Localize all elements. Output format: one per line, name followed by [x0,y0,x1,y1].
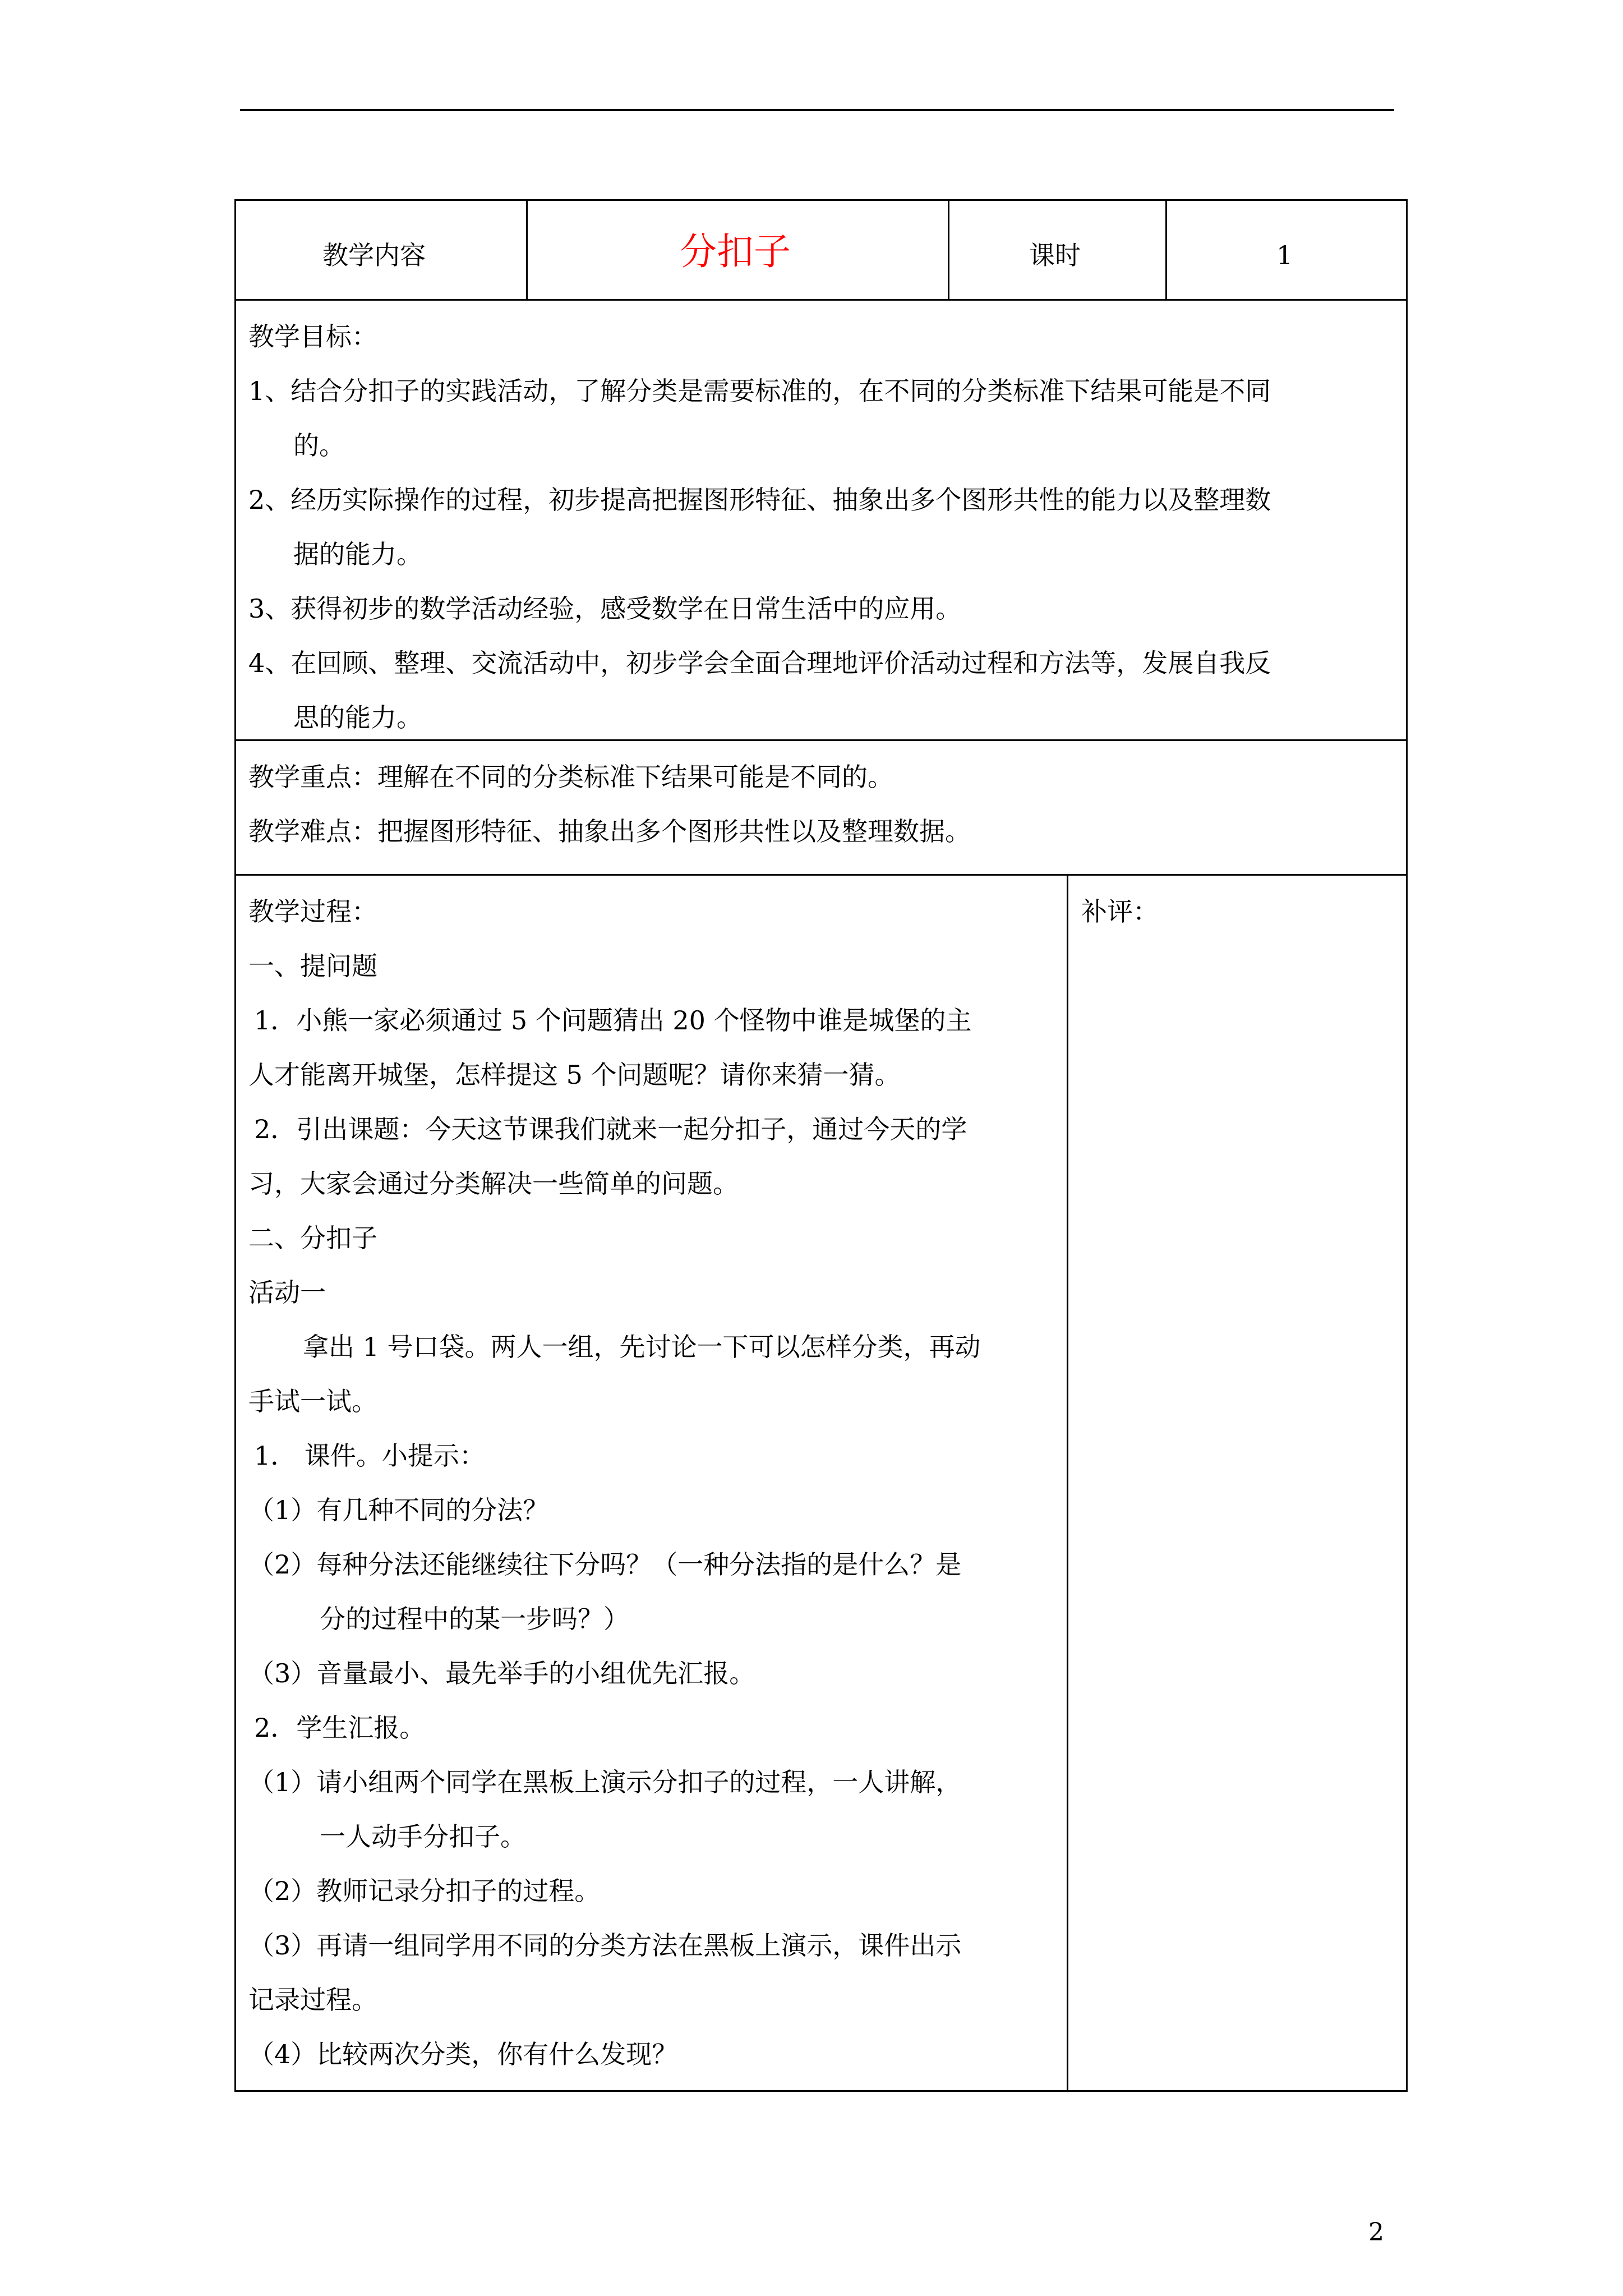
period-label: 课时 [1029,240,1081,270]
objective-2-line-2: 据的能力。 [293,539,422,569]
process-line: 习，大家会通过分类解决一些简单的问题。 [248,1168,739,1199]
content-label: 教学内容 [322,240,426,270]
process-line: （3）再请一组同学用不同的分类方法在黑板上演示，课件出示 [248,1930,962,1961]
process-line: （1）有几种不同的分法？ [248,1495,549,1525]
objective-4-line-2: 思的能力。 [293,702,422,733]
process-line: 记录过程。 [248,1985,377,2015]
process-line: 拿出 1 号口袋。两人一组，先讨论一下可以怎样分类，再动 [303,1332,981,1362]
process-line: （3）音量最小、最先举手的小组优先汇报。 [248,1658,755,1688]
objective-3: 3、获得初步的数学活动经验，感受数学在日常生活中的应用。 [248,593,962,624]
process-line: 一人动手分扣子。 [320,1821,526,1852]
header-rule [240,109,1394,111]
process-line: （1）请小组两个同学在黑板上演示分扣子的过程，一人讲解， [248,1767,962,1797]
process-line: 一、提问题 [248,951,377,981]
key-point: 教学重点：理解在不同的分类标准下结果可能是不同的。 [248,762,893,792]
col-divider-3 [1165,199,1167,300]
process-line: 2．引出课题：今天这节课我们就来一起分扣子，通过今天的学 [254,1114,967,1144]
process-line: 分的过程中的某一步吗？） [320,1604,629,1634]
difficulty: 教学难点：把握图形特征、抽象出多个图形共性以及整理数据。 [248,816,971,846]
process-line: 1． 课件。小提示： [254,1441,485,1471]
comment-label: 补评： [1081,896,1159,927]
objectives-heading: 教学目标： [248,321,377,352]
col-divider-1 [526,199,528,300]
process-line: 二、分扣子 [248,1223,377,1253]
process-line: 2．学生汇报。 [254,1713,426,1743]
process-line: 活动一 [248,1277,326,1308]
period-value: 1 [1276,240,1293,270]
objective-1-line-2: 的。 [293,430,345,461]
process-line: （4）比较两次分类，你有什么发现？ [248,2039,678,2069]
page-number: 2 [1368,2218,1384,2247]
row-divider-focus [234,874,1408,876]
process-line: （2）教师记录分扣子的过程。 [248,1876,601,1906]
process-line: （2）每种分法还能继续往下分吗？（一种分法指的是什么？是 [248,1549,962,1580]
process-heading: 教学过程： [248,896,377,927]
process-line: 人才能离开城堡，怎样提这 5 个问题呢？请你来猜一猜。 [248,1060,901,1090]
objective-2-line-1: 2、经历实际操作的过程，初步提高把握图形特征、抽象出多个图形共性的能力以及整理数 [248,485,1271,515]
col-divider-comment [1067,874,1068,2092]
lesson-title: 分扣子 [680,230,791,273]
col-divider-2 [948,199,949,300]
process-line: 手试一试。 [248,1386,377,1416]
process-line: 1．小熊一家必须通过 5 个问题猜出 20 个怪物中谁是城堡的主 [254,1005,972,1036]
objective-4-line-1: 4、在回顾、整理、交流活动中，初步学会全面合理地评价活动过程和方法等，发展自我反 [248,648,1271,678]
objective-1-line-1: 1、结合分扣子的实践活动，了解分类是需要标准的，在不同的分类标准下结果可能是不同 [248,376,1271,406]
row-divider-header [234,299,1408,301]
